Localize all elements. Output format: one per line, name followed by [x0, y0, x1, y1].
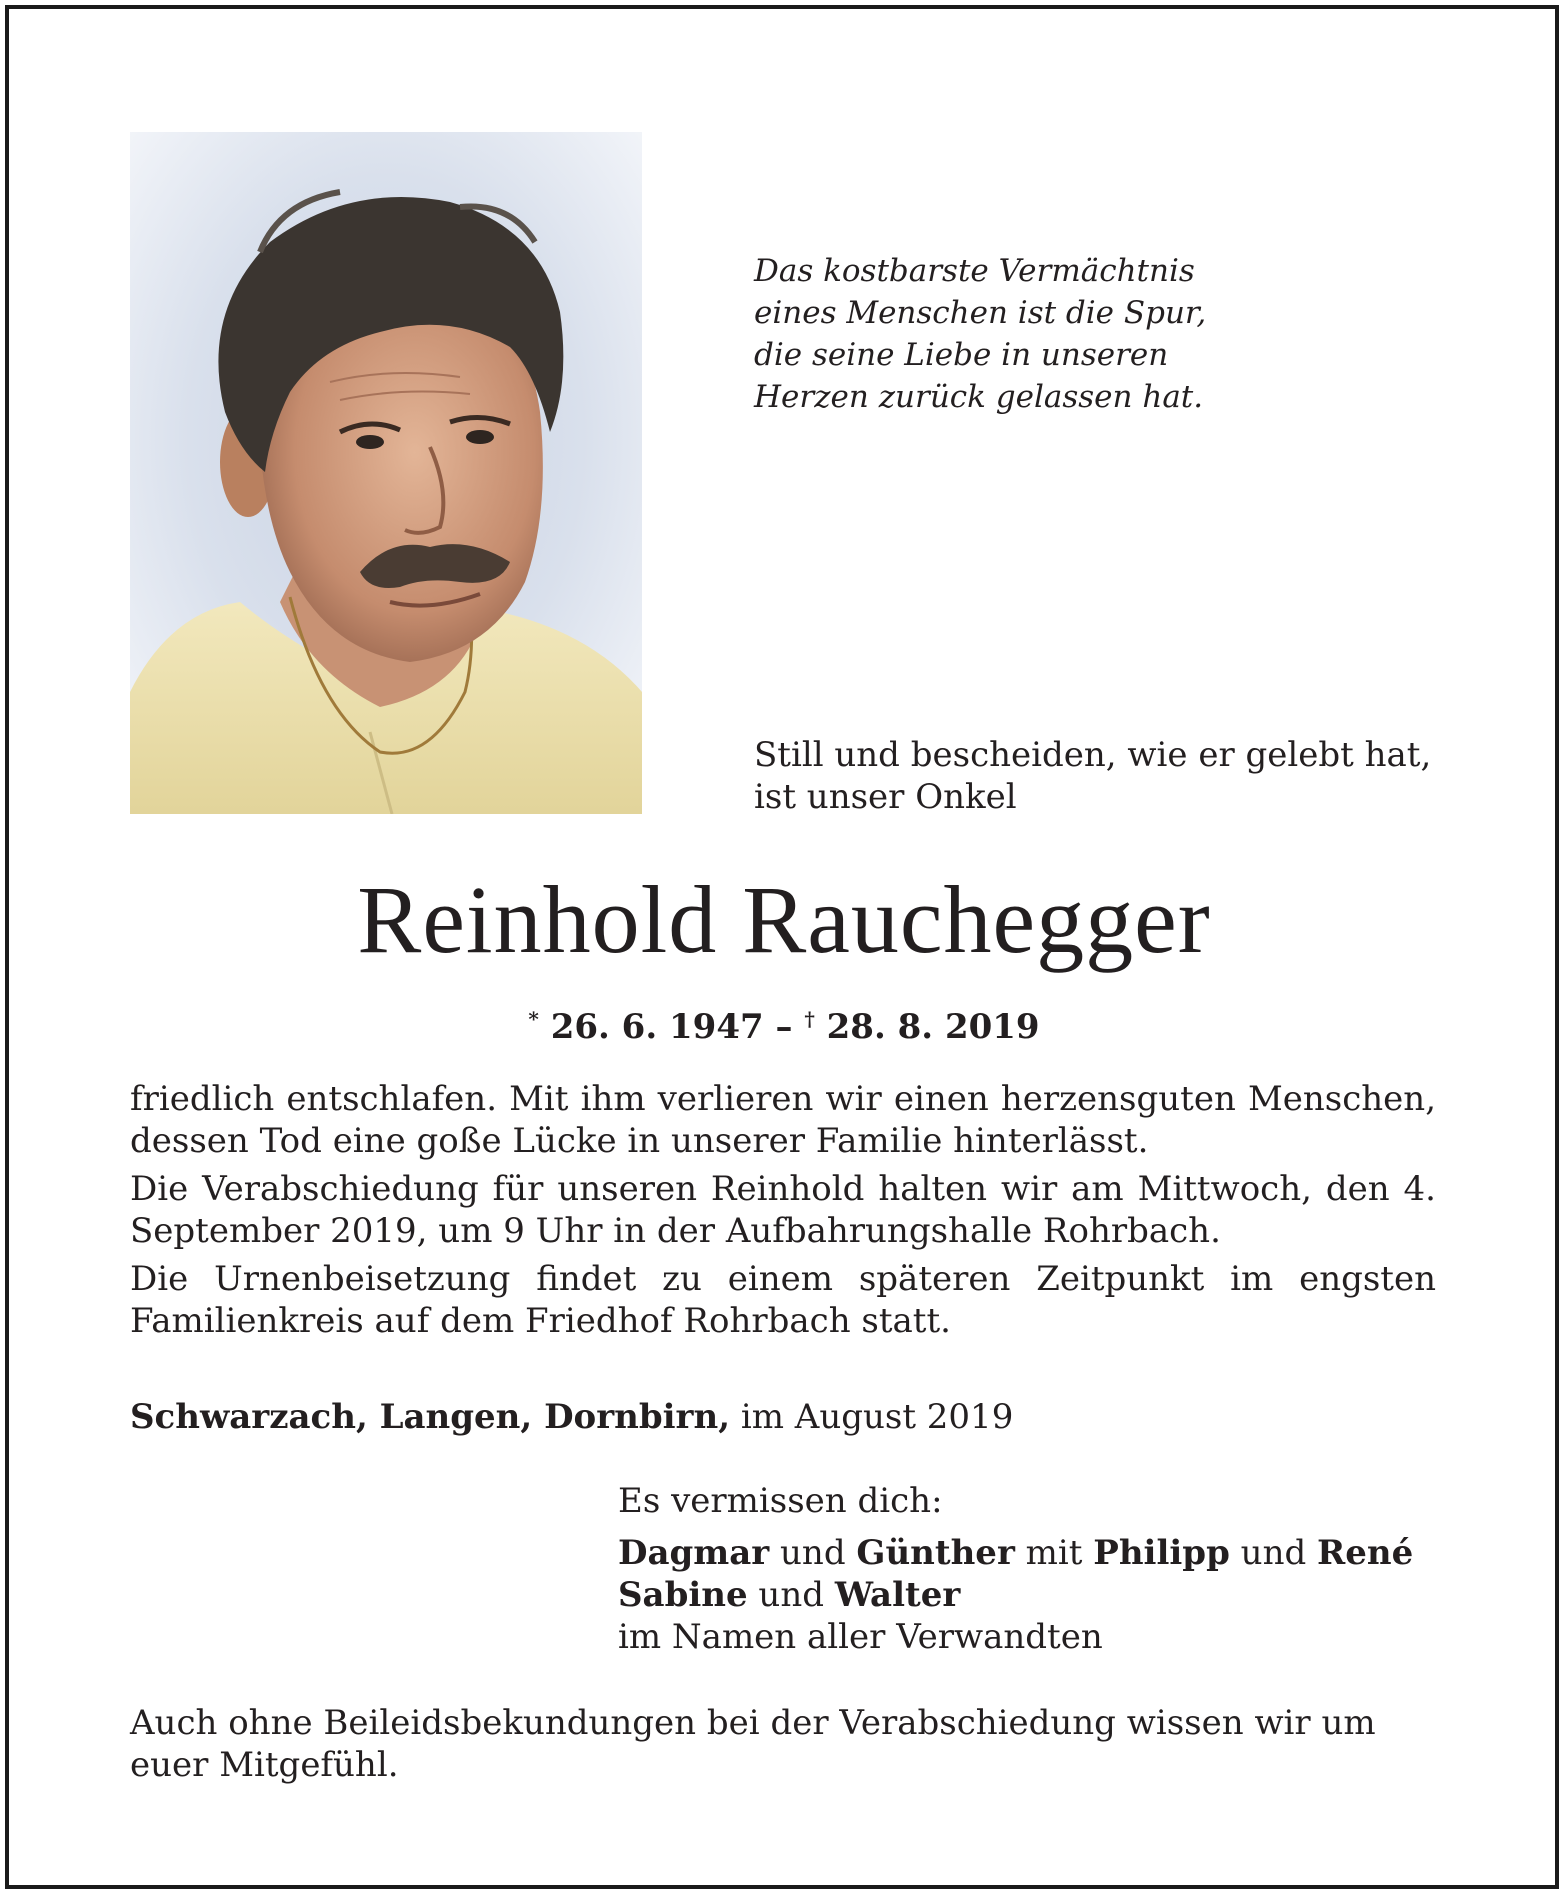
intro-line: ist unser Onkel [754, 777, 1017, 817]
intro-line: Still und bescheiden, wie er gelebt hat, [754, 735, 1432, 775]
mourner-name: Günther [856, 1533, 1015, 1573]
mourner-name: René [1317, 1533, 1414, 1573]
places: Schwarzach, Langen, Dornbirn, [130, 1397, 731, 1437]
connector: mit [1014, 1533, 1094, 1573]
quote-line: Herzen zurück gelassen hat. [754, 379, 1204, 415]
mourner-name: Sabine [618, 1575, 748, 1615]
quote-line: eines Menschen ist die Spur, [754, 295, 1207, 331]
birth-symbol: * [528, 1007, 539, 1031]
quote-line: Das kostbarste Vermächtnis [754, 253, 1195, 289]
mourners-lead: Es vermissen dich: [618, 1481, 943, 1521]
connector: und [769, 1533, 857, 1573]
memorial-quote [754, 250, 1274, 418]
mourners-closing: im Namen aller Verwandten [618, 1617, 1103, 1657]
date: im August 2019 [730, 1397, 1014, 1437]
intro-text [754, 734, 1454, 818]
body-paragraph: Die Urnenbeisetzung findet zu einem späteren Zeitpunkt im engsten Familienkreis auf dem Friedhof Rohrbach statt. [130, 1259, 1436, 1341]
portrait-photo [130, 132, 642, 814]
deceased-name: Reinhold Rauchegger [357, 866, 1211, 973]
mourner-name: Dagmar [618, 1533, 770, 1573]
birth-date: 26. 6. 1947 – [538, 1007, 805, 1047]
mourners-block [618, 1480, 1448, 1658]
mourners-line-1 [618, 1532, 1448, 1574]
mourner-name: Philipp [1093, 1533, 1230, 1573]
quote-line: die seine Liebe in unseren [754, 337, 1169, 373]
connector: und [1229, 1533, 1318, 1573]
life-dates [0, 998, 1568, 1048]
mourner-name: Walter [834, 1575, 961, 1615]
body-paragraph: friedlich entschlafen. Mit ihm verlieren wir einen herzensguten Menschen, dessen Tod eine goße Lücke in unserer Familie hinterlässt. [130, 1079, 1436, 1161]
death-symbol: † [804, 1007, 815, 1031]
place-date [130, 1396, 1430, 1438]
footer-note: Auch ohne Beileidsbekundungen bei der Verabschiedung wissen wir um euer Mitgefühl. [130, 1703, 1376, 1785]
death-date: 28. 8. 2019 [814, 1007, 1040, 1047]
connector: und [747, 1575, 835, 1615]
body-paragraph: Die Verabschiedung für unseren Reinhold halten wir am Mittwoch, den 4. September 2019, um 9 Uhr in der Aufbahrungshalle Rohrbach. [130, 1169, 1436, 1251]
mourners-line-2 [618, 1574, 1448, 1616]
notice-body [130, 1078, 1436, 1348]
